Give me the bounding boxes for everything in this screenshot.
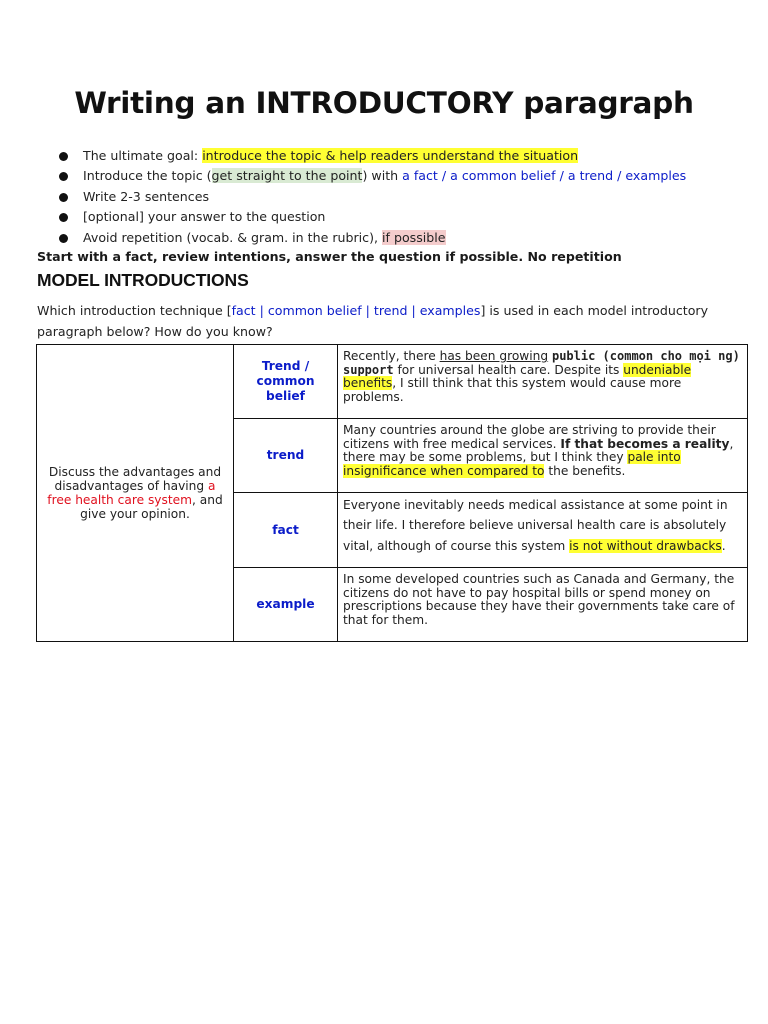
list-item: The ultimate goal: introduce the topic & help readers understand the situation — [58, 146, 686, 166]
technique-label: Trend / common belief — [234, 345, 338, 419]
list-item: Introduce the topic (get straight to the point) with a fact / a common belief / a trend / examples — [58, 166, 686, 186]
model-paragraph: Everyone inevitably needs medical assistance at some point in their life. I therefore believe universal health care is absolutely vital, although of course this system is not without drawbacks. — [338, 493, 748, 568]
list-item: Avoid repetition (vocab. & gram. in the rubric), if possible — [58, 228, 686, 248]
highlight: get straight to the point — [211, 168, 363, 184]
table-row — [37, 345, 748, 419]
technique-label: example — [234, 568, 338, 642]
section-heading: MODEL INTRODUCTIONS — [37, 270, 249, 290]
page-title: Writing an INTRODUCTORY paragraph — [74, 86, 694, 120]
model-paragraph: Many countries around the globe are striving to provide their citizens with free medical services. If that becomes a reality, there may be some problems, but I think they pale into insignificance when compared to the benefits. — [338, 419, 748, 493]
options-text: fact | common belief | trend | examples — [231, 303, 481, 318]
highlight: introduce the topic & help readers understand the situation — [202, 148, 579, 163]
highlight: if possible — [382, 229, 446, 245]
model-introductions-table — [36, 344, 748, 642]
technique-label: trend — [234, 419, 338, 493]
bullet-icon — [59, 152, 68, 161]
tips-list — [58, 146, 686, 248]
summary-line: Start with a fact, review intentions, answer the question if possible. No repetition — [37, 249, 622, 264]
bullet-icon — [59, 213, 68, 222]
bullet-icon — [59, 193, 68, 202]
model-paragraph: Recently, there has been growing public (common cho mọi ng) support for universal health care. Despite its undeniable benefits, I still think that this system would cause more problems. — [338, 345, 748, 419]
essay-prompt: Discuss the advantages and disadvantages of having a free health care system, and give your opinion. — [37, 345, 234, 642]
bullet-icon — [59, 234, 68, 243]
model-paragraph: In some developed countries such as Canada and Germany, the citizens do not have to pay hospital bills or spend money on prescriptions because they have their governments take care of that for them. — [338, 568, 748, 642]
list-item: [optional] your answer to the question — [58, 207, 686, 227]
prompt-highlight: a free health care system — [47, 479, 216, 507]
bullet-icon — [59, 172, 68, 181]
list-item: Write 2-3 sentences — [58, 187, 686, 207]
technique-label: fact — [234, 493, 338, 568]
question-text: Which introduction technique [fact | common belief | trend | examples] is used in each model introductory paragraph below? How do you know? — [37, 303, 709, 339]
technique-list: a fact / a common belief / a trend / examples — [402, 168, 687, 184]
